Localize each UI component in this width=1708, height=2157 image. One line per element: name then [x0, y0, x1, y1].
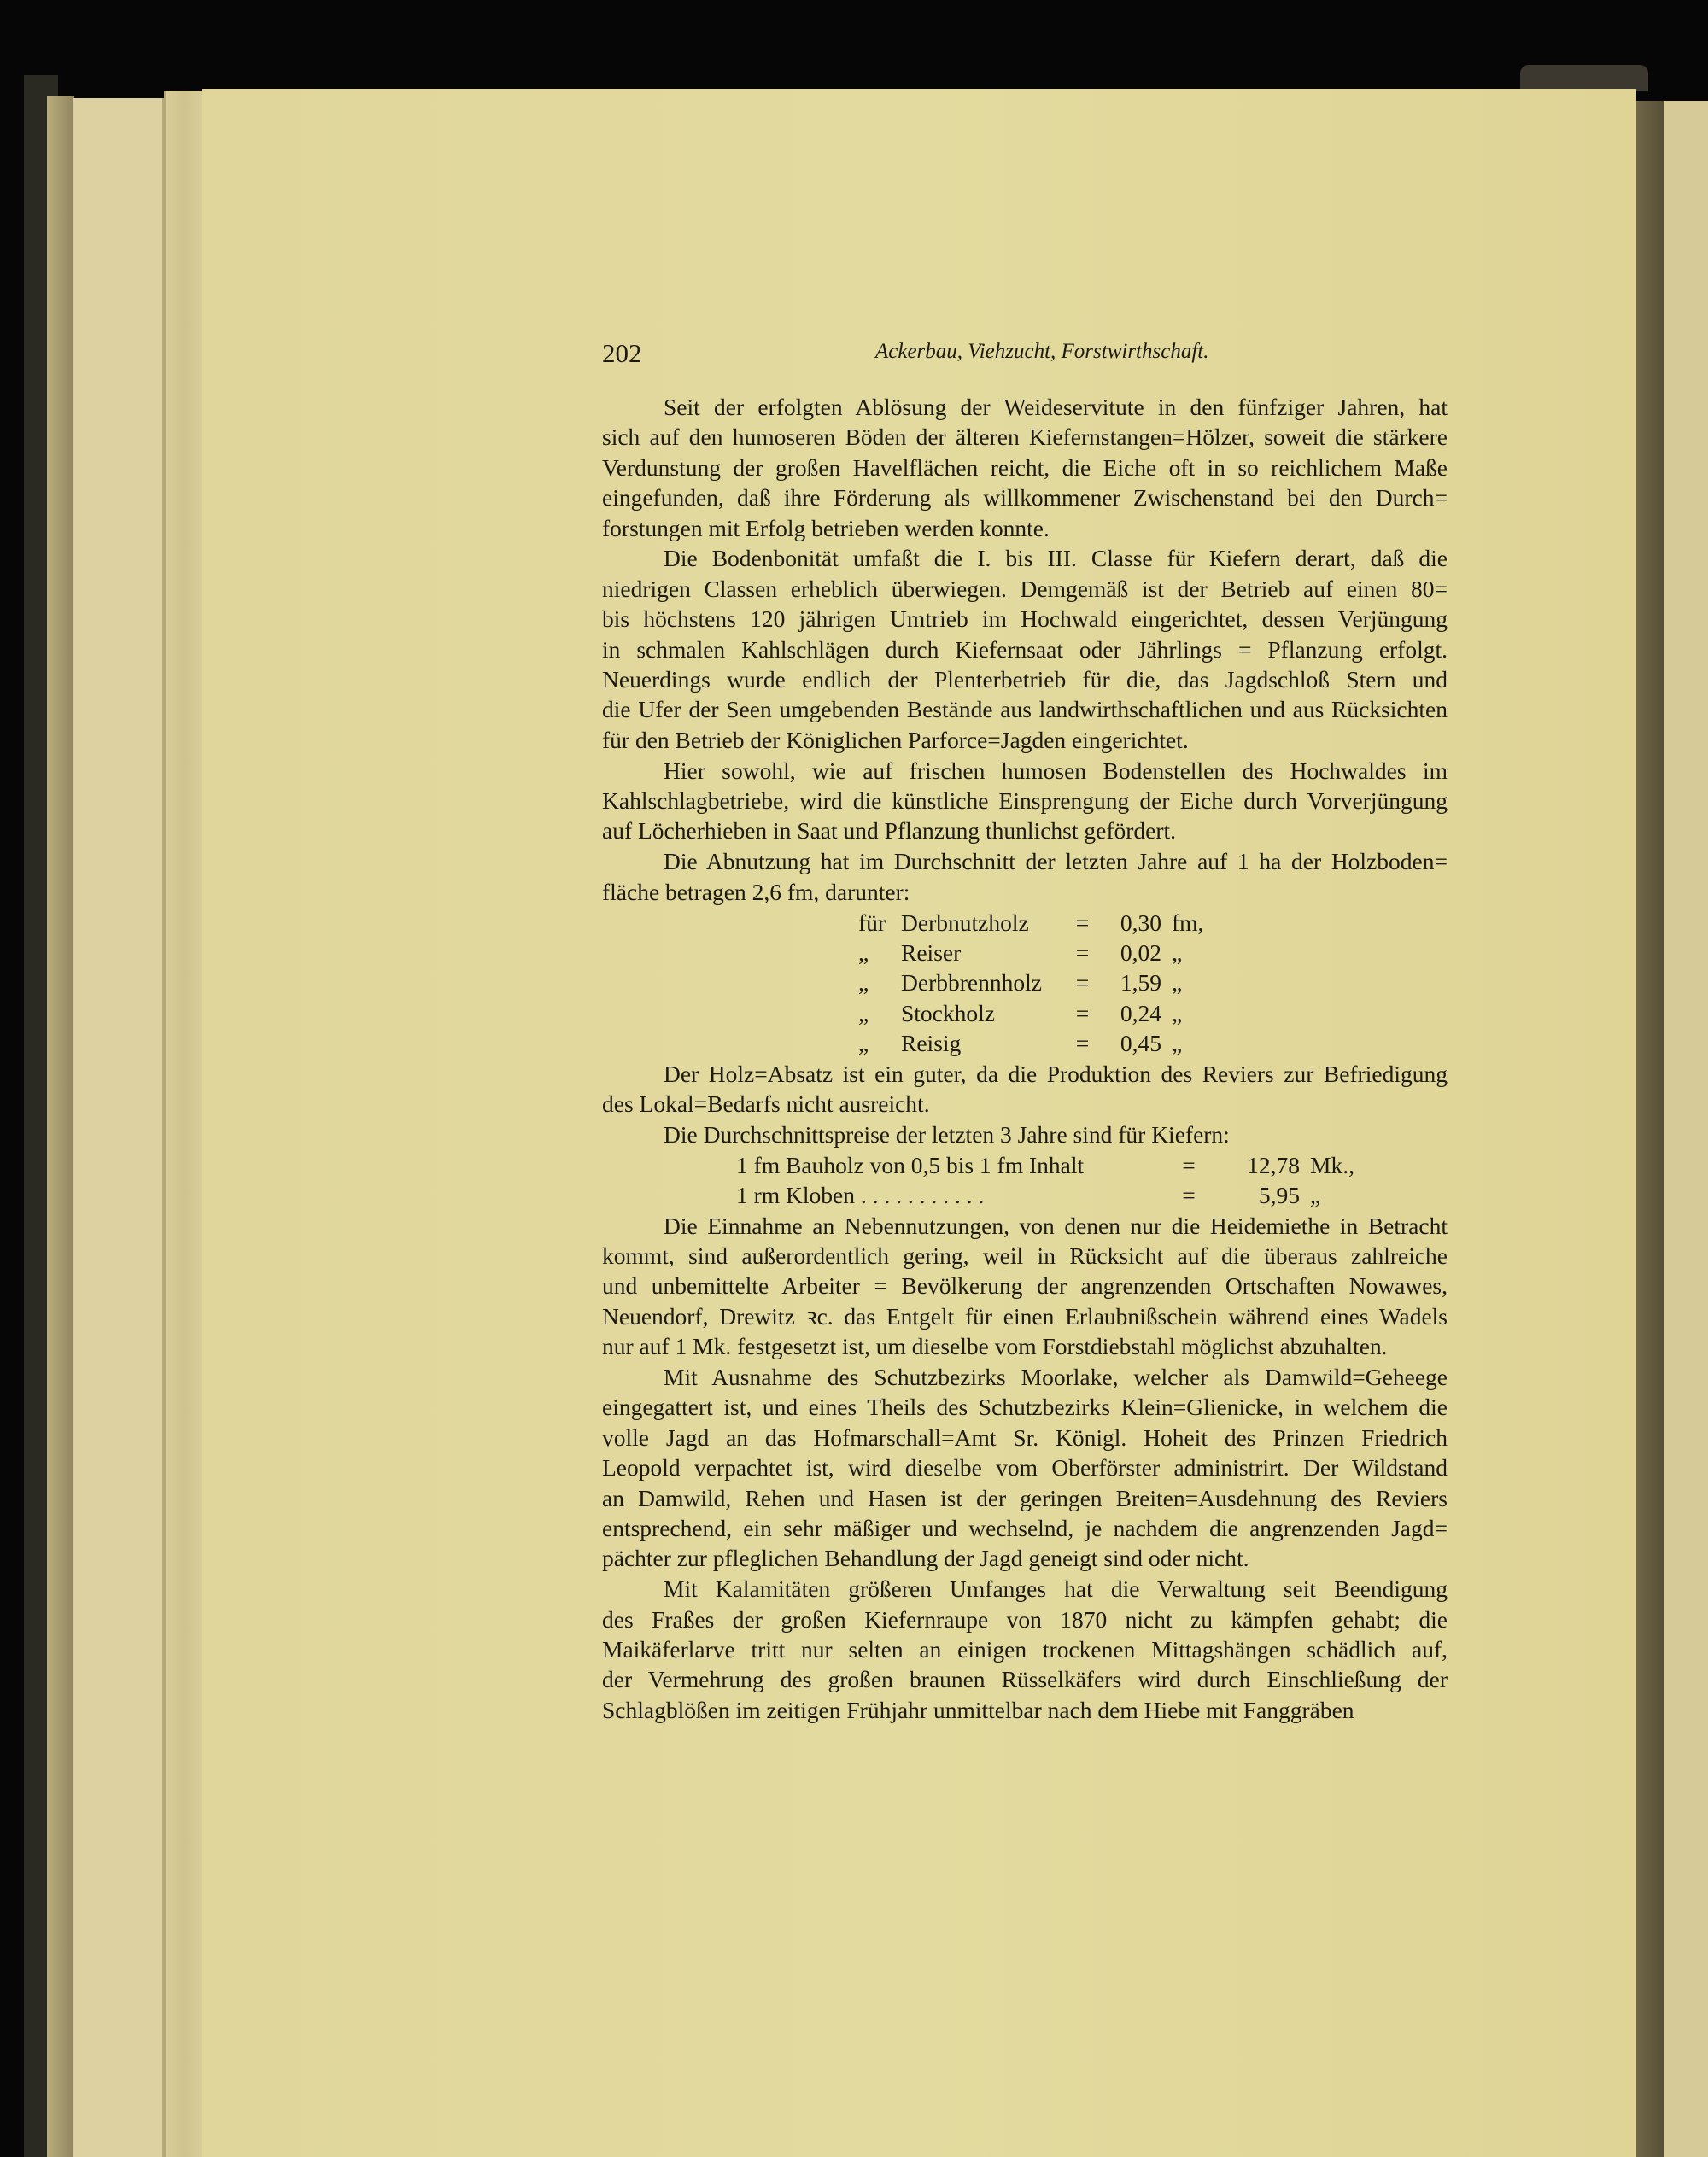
cell-text: 1 rm Kloben . . . . . . . . . . .	[736, 1182, 985, 1209]
text-line: eingegattert ist, und eines Theils des Schutzbezirks Klein=Glienicke, in welchem die	[602, 1394, 1448, 1421]
cell-prefix: „	[858, 1030, 869, 1057]
page-header	[602, 338, 1448, 372]
table-row	[602, 998, 1448, 1028]
cell-eq: =	[1075, 909, 1090, 936]
text-line: für den Betrieb der Königlichen Parforce=Jagden eingerichtet.	[602, 726, 1189, 753]
running-title: Ackerbau, Viehzucht, Forstwirthschaft.	[875, 340, 1209, 363]
text-line: sich auf den humoseren Böden der älteren Kiefernstangen=Hölzer, soweit die stärkere	[602, 424, 1448, 451]
text-line: fläche betragen 2,6 fm, darunter:	[602, 878, 910, 905]
cell-value: 0,45	[1120, 1030, 1161, 1057]
cell-prefix: „	[858, 969, 869, 997]
text-line: pächter zur pfleglichen Behandlung der Jagd geneigt sind oder nicht.	[602, 1545, 1249, 1572]
cell-item: Stockholz	[901, 999, 995, 1026]
paragraph	[602, 1119, 1448, 1149]
page-number: 202	[602, 338, 642, 368]
text-line: forstungen mit Erfolg betrieben werden konnte.	[602, 514, 1050, 541]
text-line: volle Jagd an das Hofmarschall=Amt Sr. Königl. Hoheit des Prinzen Friedrich	[602, 1423, 1448, 1451]
text-line: auf Löcherhieben in Saat und Pflanzung thunlichst gefördert.	[602, 817, 1177, 845]
paragraph	[602, 1211, 1448, 1362]
cell-value: 0,02	[1120, 939, 1161, 967]
cell-unit: „	[1172, 999, 1183, 1026]
text-line: an Damwild, Rehen und Hasen ist der geringen Breiten=Ausdehnung des Reviers	[602, 1484, 1448, 1511]
text-line: niedrigen Classen erheblich überwiegen. Demgemäß ist der Betrieb auf einen 80=	[602, 575, 1448, 602]
text-line: Der Holz=Absatz ist ein guter, da die Produktion des Reviers zur Befriedigung	[664, 1060, 1448, 1087]
text-line: Hier sowohl, wie auf frischen humosen Bodenstellen des Hochwaldes im	[664, 757, 1448, 784]
cell-value: 0,30	[1120, 909, 1161, 936]
torn-spine-fragment	[1520, 65, 1648, 91]
cell-prefix: „	[858, 999, 869, 1026]
text-line: nur auf 1 Mk. festgesetzt ist, um dieselbe vom Forstdiebstahl möglichst abzuhalten.	[602, 1333, 1388, 1360]
text-line: Seit der erfolgten Ablösung der Weideservitute in den fünfziger Jahren, hat	[664, 394, 1448, 420]
cell-item: Derbnutzholz	[901, 909, 1029, 936]
paragraph	[602, 756, 1448, 846]
cell-eq: =	[1075, 939, 1090, 967]
paragraph	[602, 543, 1448, 755]
paragraph	[602, 1362, 1448, 1574]
text-line: kommt, sind außerordentlich gering, weil in Rücksicht auf die überaus zahlreiche	[602, 1242, 1448, 1269]
text-line: Mit Ausnahme des Schutzbezirks Moorlake, welcher als Damwild=Geheege	[664, 1364, 1448, 1390]
cell-text: 1 fm Bauholz von 0,5 bis 1 fm Inhalt	[736, 1151, 1085, 1178]
cell-prefix: „	[858, 939, 869, 967]
table-row	[602, 938, 1448, 967]
text-line: und unbemittelte Arbeiter = Bevölkerung der angrenzenden Ortschaften Nowawes,	[602, 1272, 1448, 1300]
page-gutter-shadow	[1636, 101, 1664, 2157]
page-stack-edge	[47, 96, 74, 2157]
cell-unit: fm,	[1172, 909, 1204, 936]
paragraph	[602, 846, 1448, 907]
paragraph	[602, 392, 1448, 543]
text-line: in schmalen Kahlschlägen durch Kiefernsaat oder Jährlings = Pflanzung erfolgt.	[602, 635, 1448, 663]
cell-item: Derbbrennholz	[901, 969, 1042, 997]
text-line: Die Abnutzung hat im Durchschnitt der letzten Jahre auf 1 ha der Holzboden=	[664, 848, 1448, 875]
cell-value: 0,24	[1120, 999, 1161, 1026]
text-line: Verdunstung der großen Havelflächen reicht, die Eiche oft in so reichlichem Maße	[602, 453, 1448, 481]
table-row	[602, 1028, 1448, 1058]
cell-value: 12,78	[1247, 1151, 1300, 1178]
cell-eq: =	[1075, 1030, 1090, 1057]
next-leaf-edge	[1664, 101, 1708, 2157]
page-body	[602, 392, 1448, 1726]
price-table	[602, 1150, 1448, 1211]
text-line: Die Durchschnittspreise der letzten 3 Jahre sind für Kiefern:	[664, 1120, 1230, 1148]
cell-eq: =	[1075, 969, 1090, 997]
text-line: Schlagblößen im zeitigen Frühjahr unmittelbar nach dem Hiebe mit Fanggräben	[602, 1696, 1354, 1723]
text-line: eingefunden, daß ihre Förderung als willkommener Zwischenstand bei den Durch=	[602, 484, 1448, 511]
text-line: des Fraßes der großen Kiefernraupe von 1870 nicht zu kämpfen gehabt; die	[602, 1605, 1448, 1633]
previous-leaf	[73, 98, 164, 2157]
text-line: die Ufer der Seen umgebenden Bestände aus landwirthschaftlichen und aus Rücksichten	[602, 696, 1448, 723]
cell-eq: =	[1182, 1151, 1196, 1178]
text-line: Mit Kalamitäten größeren Umfanges hat die Verwaltung seit Beendigung	[664, 1575, 1448, 1603]
table-row	[602, 967, 1448, 997]
text-line: bis höchstens 120 jährigen Umtrieb im Hochwald eingerichtet, dessen Verjüngung	[602, 605, 1448, 633]
text-line: der Vermehrung des großen braunen Rüsselkäfers wird durch Einschließung der	[602, 1666, 1448, 1693]
text-line: des Lokal=Bedarfs nicht ausreicht.	[602, 1090, 930, 1117]
table-row	[602, 908, 1448, 938]
text-line: Die Bodenbonität umfaßt die I. bis III. Classe für Kiefern derart, daß die	[664, 545, 1448, 572]
page-stack-edge	[164, 91, 205, 2157]
text-line: entsprechend, ein sehr mäßiger und wechselnd, je nachdem die angrenzenden Jagd=	[602, 1514, 1448, 1541]
cell-item: Reisig	[901, 1030, 962, 1057]
cell-eq: =	[1075, 999, 1090, 1026]
cell-value: 5,95	[1258, 1182, 1300, 1209]
paragraph	[602, 1059, 1448, 1119]
cell-unit: Mk.,	[1310, 1151, 1354, 1178]
table-row	[602, 1180, 1448, 1210]
yield-table	[602, 908, 1448, 1059]
cell-unit: „	[1172, 1030, 1183, 1057]
text-line: Kahlschlagbetriebe, wird die künstliche Einsprengung der Eiche durch Vorverjüngung	[602, 787, 1448, 815]
text-line: Neuendorf, Drewitz ꝛc. das Entgelt für einen Erlaubnißschein während eines Wadels	[602, 1302, 1448, 1330]
cell-eq: =	[1182, 1182, 1196, 1209]
cell-prefix: für	[858, 909, 886, 936]
cell-unit: „	[1172, 969, 1183, 997]
table-row	[602, 1150, 1448, 1180]
text-line: Neuerdings wurde endlich der Plenterbetrieb für die, das Jagdschloß Stern und	[602, 666, 1448, 693]
cell-unit: „	[1310, 1182, 1321, 1209]
paragraph	[602, 1574, 1448, 1725]
text-line: Die Einnahme an Nebennutzungen, von denen nur die Heidemiethe in Betracht	[664, 1212, 1448, 1239]
text-line: Leopold verpachtet ist, wird dieselbe vom Oberförster administrirt. Der Wildstand	[602, 1454, 1448, 1482]
text-line: Maikäferlarve tritt nur selten an einigen trockenen Mittagshängen schädlich auf,	[602, 1636, 1448, 1663]
cell-unit: „	[1172, 939, 1183, 967]
cell-item: Reiser	[901, 939, 962, 967]
cell-value: 1,59	[1120, 969, 1161, 997]
